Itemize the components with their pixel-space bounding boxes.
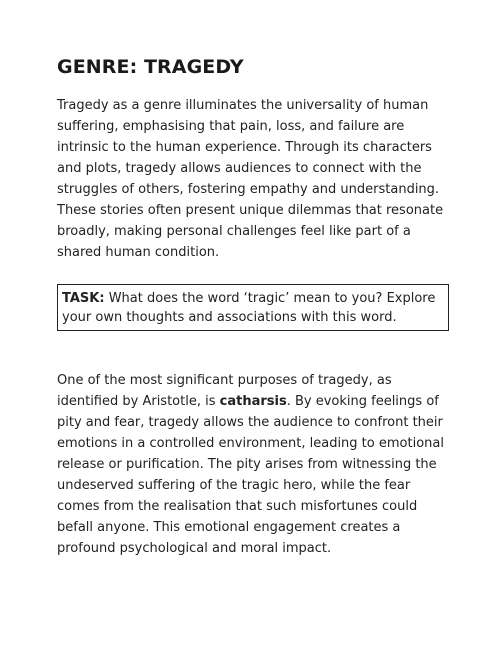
catharsis-paragraph [57,370,449,559]
page-title: GENRE: TRAGEDY [57,56,244,78]
task-box [57,284,449,331]
intro-paragraph: Tragedy as a genre illuminates the universality of human suffering, emphasising that pain, loss, and failure are intrinsic to the human experience. Through its characters and plots, tragedy allows audiences to connect with the struggles of others, fostering empathy and understanding. These stories often present unique dilemmas that resonate broadly, making personal challenges feel like part of a shared human condition. [57,98,444,260]
task-label: TASK: [62,291,105,306]
catharsis-term: catharsis [219,394,287,409]
task-text: What does the word ‘tragic’ mean to you? Explore your own thoughts and associations with this word. [62,291,436,325]
catharsis-paragraph-intro: One of the most significant purposes of tragedy, as identified by Aristotle, is [57,373,392,409]
catharsis-paragraph-body: . By evoking feelings of pity and fear, tragedy allows the audience to confront their emotions in a controlled environment, leading to emotional release or purification. The pity arises from witnessing the undeserved suffering of the tragic hero, while the fear comes from the realisation that such misfortunes could befall anyone. This emotional engagement creates a profound psychological and moral impact. [57,394,444,556]
